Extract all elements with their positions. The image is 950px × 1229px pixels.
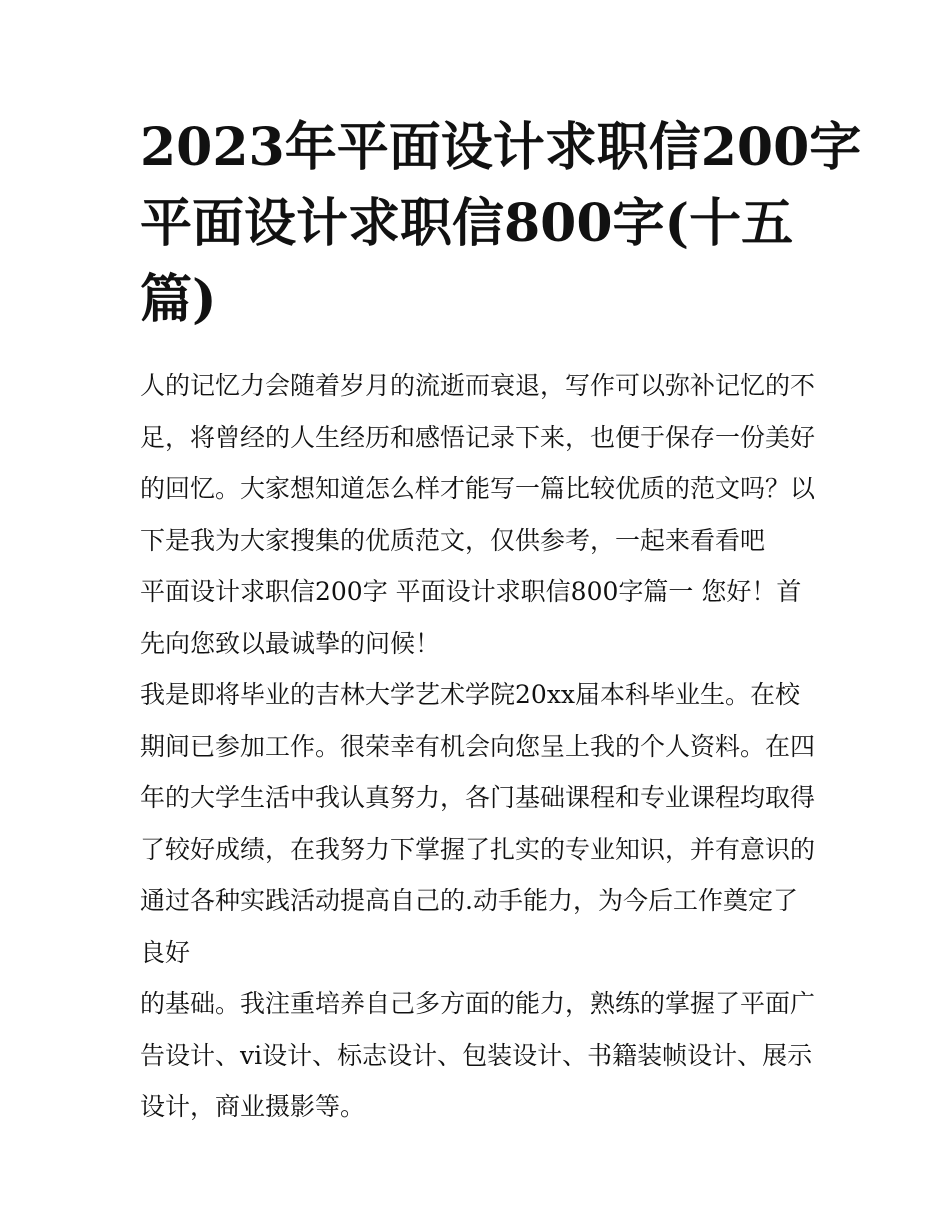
body-line: 通过各种实践活动提高自己的.动手能力，为今后工作奠定了 — [140, 886, 798, 915]
body-line: 我是即将毕业的吉林大学艺术学院20xx届本科毕业生。在校 — [140, 680, 801, 709]
body-line: 良好 — [140, 937, 191, 967]
body-line: 人的记忆力会随着岁月的流逝而衰退，写作可以弥补记忆的不 — [140, 371, 816, 400]
title-line: 篇) — [140, 269, 217, 330]
title-line: 2023年平面设计求职信200字 — [140, 117, 862, 178]
document-body — [140, 360, 820, 1133]
document-title — [140, 110, 862, 338]
body-line: 期间已参加工作。很荣幸有机会向您呈上我的个人资料。在四 — [140, 731, 816, 761]
body-line: 先向您致以最诚挚的问候！ — [140, 628, 441, 658]
body-line: 年的大学生活中我认真努力，各门基础课程和专业课程均取得 — [140, 783, 816, 812]
document-page — [140, 110, 862, 1133]
title-line: 平面设计求职信800字(十五 — [140, 193, 794, 254]
body-line: 下是我为大家搜集的优质范文，仅供参考，一起来看看吧 — [140, 525, 766, 555]
body-line: 了较好成绩，在我努力下掌握了扎实的专业知识，并有意识的 — [140, 834, 816, 864]
body-line: 足，将曾经的人生经历和感悟记录下来，也便于保存一份美好 — [140, 422, 816, 452]
body-line: 平面设计求职信200字 平面设计求职信800字篇一 您好！首 — [140, 577, 802, 606]
body-line: 告设计、vi设计、标志设计、包装设计、书籍装帧设计、展示 — [140, 1040, 813, 1070]
body-line: 设计，商业摄影等。 — [140, 1092, 366, 1121]
body-line: 的回忆。大家想知道怎么样才能写一篇比较优质的范文吗？以 — [140, 474, 816, 503]
body-line: 的基础。我注重培养自己多方面的能力，熟练的掌握了平面广 — [140, 989, 816, 1018]
